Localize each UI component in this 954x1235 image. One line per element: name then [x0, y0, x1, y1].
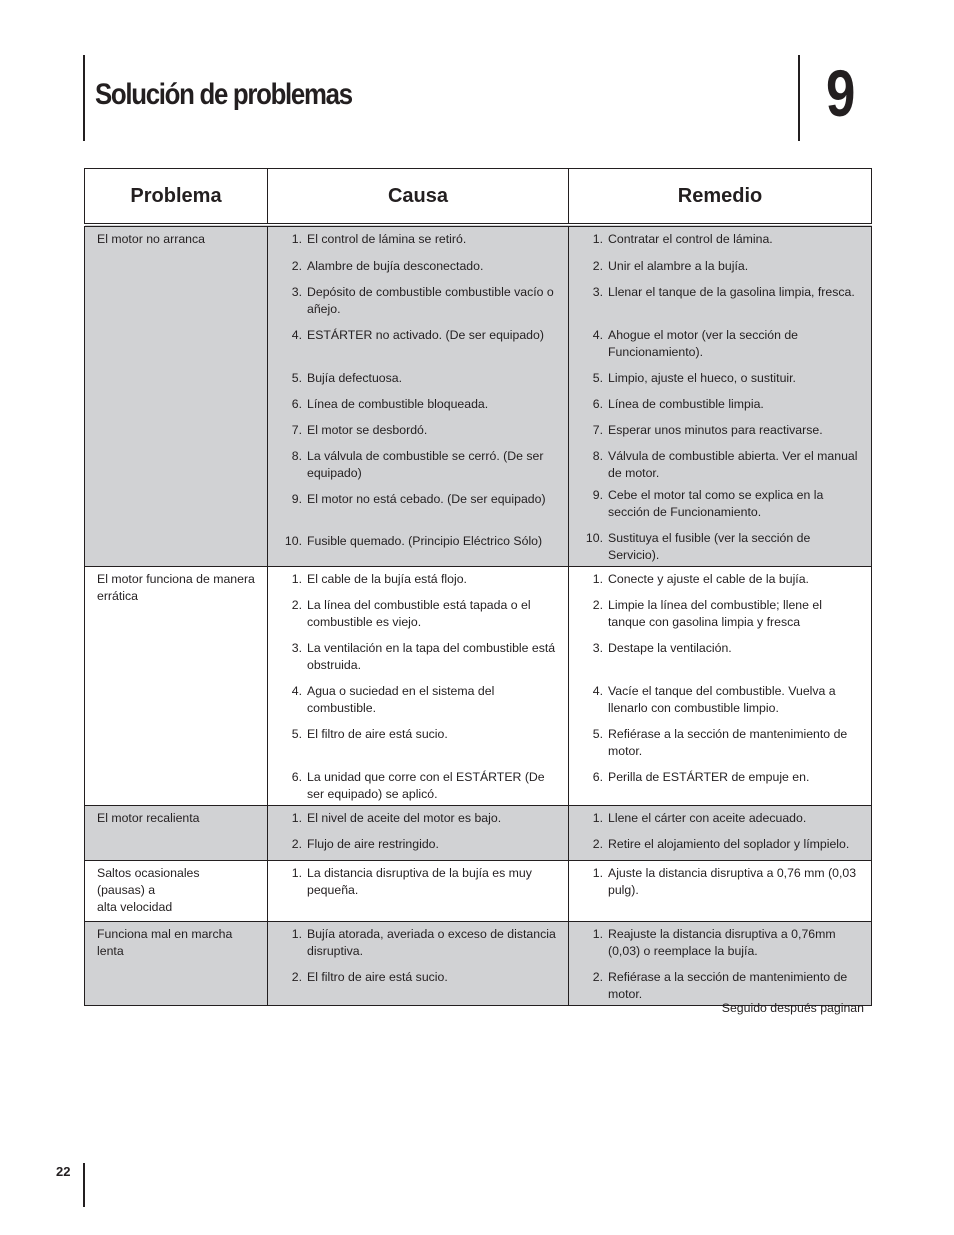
item-number: 8.: [291, 449, 302, 463]
list-item: [583, 640, 861, 683]
table-row: [85, 861, 872, 922]
list-item: [583, 926, 861, 969]
list-item: [282, 726, 558, 769]
item-number: 1.: [291, 572, 302, 586]
table-row: [85, 225, 872, 567]
item-text: Destape la ventilación.: [608, 641, 732, 655]
list-item: [583, 487, 861, 530]
item-text: La ventilación en la tapa del combustible está obstruida.: [307, 641, 556, 672]
list-item: [282, 533, 558, 559]
list-item: [583, 327, 861, 370]
table-row: [85, 567, 872, 806]
list-item: [282, 683, 558, 726]
problem-cell: [85, 225, 268, 567]
list-item: [282, 258, 558, 284]
footer-rule: [83, 1163, 85, 1207]
item-number: 2.: [291, 970, 302, 984]
item-text: El filtro de aire está sucio.: [307, 727, 448, 741]
list-item: [583, 422, 861, 448]
item-number: 1.: [592, 572, 603, 586]
item-number: 1.: [592, 866, 603, 880]
item-text: Cebe el motor tal como se explica en la sección de Funcionamiento.: [608, 488, 824, 519]
list-item: [282, 810, 558, 836]
table-row: [85, 922, 872, 1006]
item-number: 2.: [291, 259, 302, 273]
item-text: El filtro de aire está sucio.: [307, 970, 448, 984]
item-text: La distancia disruptiva de la bujía es muy pequeña.: [307, 866, 532, 897]
list-item: [282, 448, 558, 491]
list-item: [282, 926, 558, 969]
item-text: Esperar unos minutos para reactivarse.: [608, 423, 823, 437]
item-number: 8.: [592, 449, 603, 463]
item-text: Refiérase a la sección de mantenimiento de motor.: [608, 970, 848, 1001]
cause-cell: [268, 806, 569, 861]
list-item: [583, 597, 861, 640]
list-item: [583, 370, 861, 396]
item-number: 5.: [592, 371, 603, 385]
item-text: El nivel de aceite del motor es bajo.: [307, 811, 502, 825]
list-item: [583, 571, 861, 597]
continued-note: Seguido después paginan: [721, 1001, 864, 1015]
item-text: El motor no está cebado. (De ser equipado): [307, 492, 546, 506]
item-number: 4.: [592, 328, 603, 342]
item-number: 5.: [592, 727, 603, 741]
item-text: Bujía atorada, averiada o exceso de distancia disruptiva.: [307, 927, 556, 958]
item-text: Ajuste la distancia disruptiva a 0,76 mm (0,03 pulg).: [608, 866, 857, 897]
item-number: 9.: [592, 488, 603, 502]
problem-line: alta velocidad: [97, 900, 173, 914]
problem-text: El motor no arranca: [97, 232, 205, 246]
item-number: 6.: [291, 397, 302, 411]
item-number: 1.: [291, 811, 302, 825]
chapter-number: 9: [826, 56, 856, 130]
item-text: Línea de combustible bloqueada.: [307, 397, 489, 411]
list-item: [282, 231, 558, 258]
item-number: 1.: [592, 811, 603, 825]
list-item: [282, 571, 558, 597]
item-text: El cable de la bujía está flojo.: [307, 572, 467, 586]
list-item: [282, 370, 558, 396]
column-header-causa: Causa: [268, 169, 569, 226]
list-item: [583, 258, 861, 284]
item-number: 1.: [291, 866, 302, 880]
item-text: Reajuste la distancia disruptiva a 0,76mm (0,03) o reemplace la bujía.: [608, 927, 836, 958]
list-item: [583, 396, 861, 422]
item-number: 7.: [291, 423, 302, 437]
item-text: Retire el alojamiento del soplador y límpielo.: [608, 837, 850, 851]
item-text: Alambre de bujía desconectado.: [307, 259, 484, 273]
problem-cell: [85, 567, 268, 806]
item-text: Limpie la línea del combustible; llene el tanque con gasolina limpia y fresca: [608, 598, 822, 629]
cause-cell: [268, 861, 569, 922]
item-text: Conecte y ajuste el cable de la bujía.: [608, 572, 809, 586]
item-text: Sustituya el fusible (ver la sección de Servicio).: [608, 531, 811, 562]
item-number: 6.: [592, 770, 603, 784]
item-number: 6.: [291, 770, 302, 784]
left-header-rule: [83, 55, 85, 141]
column-header-remedio: Remedio: [569, 169, 872, 226]
list-item: [583, 284, 861, 327]
problem-line: Saltos ocasionales: [97, 866, 200, 880]
list-item: [583, 865, 861, 899]
item-text: La válvula de combustible se cerró. (De ser equipado): [307, 449, 544, 480]
item-text: Línea de combustible limpia.: [608, 397, 764, 411]
item-text: Válvula de combustible abierta. Ver el manual de motor.: [608, 449, 858, 480]
item-number: 2.: [592, 837, 603, 851]
item-text: Unir el alambre a la bujía.: [608, 259, 749, 273]
item-text: Depósito de combustible combustible vacío o añejo.: [307, 285, 554, 316]
table-row: [85, 806, 872, 861]
list-item: [282, 396, 558, 422]
list-item: [583, 810, 861, 836]
troubleshooting-table: [84, 168, 872, 1006]
column-header-problema: Problema: [85, 169, 268, 226]
item-number: 2.: [291, 837, 302, 851]
item-text: Llenar el tanque de la gasolina limpia, fresca.: [608, 285, 855, 299]
list-item: [583, 231, 861, 258]
item-text: Bujía defectuosa.: [307, 371, 403, 385]
list-item: [583, 530, 861, 564]
item-number: 5.: [291, 727, 302, 741]
list-item: [282, 597, 558, 640]
list-item: [282, 327, 558, 370]
item-text: Perilla de ESTÁRTER de empuje en.: [608, 770, 810, 784]
item-text: La línea del combustible está tapada o el combustible es viejo.: [307, 598, 531, 629]
item-number: 1.: [592, 927, 603, 941]
item-text: El motor se desbordó.: [307, 423, 428, 437]
list-item: [583, 726, 861, 769]
item-number: 10.: [284, 534, 302, 548]
item-number: 2.: [592, 259, 603, 273]
item-number: 9.: [291, 492, 302, 506]
table-header-row: [85, 169, 872, 226]
cause-cell: [268, 225, 569, 567]
cause-cell: [268, 922, 569, 1006]
item-text: Llene el cárter con aceite adecuado.: [608, 811, 807, 825]
list-item: [282, 865, 558, 899]
right-header-rule: [798, 55, 800, 141]
remedy-cell: [569, 225, 872, 567]
list-item: [583, 969, 861, 1003]
list-item: [282, 422, 558, 448]
item-number: 4.: [291, 328, 302, 342]
item-number: 7.: [592, 423, 603, 437]
list-item: [282, 836, 558, 858]
list-item: [282, 769, 558, 803]
remedy-cell: [569, 806, 872, 861]
item-number: 10.: [585, 531, 603, 545]
item-text: Fusible quemado. (Principio Eléctrico Sólo): [307, 534, 543, 548]
remedy-cell: [569, 861, 872, 922]
cause-cell: [268, 567, 569, 806]
item-number: 2.: [592, 598, 603, 612]
remedy-cell: [569, 567, 872, 806]
list-item: [583, 836, 861, 858]
remedy-cell: [569, 922, 872, 1006]
item-text: Contratar el control de lámina.: [608, 232, 773, 246]
page-number: 22: [56, 1164, 71, 1179]
problem-text: Funciona mal en marcha lenta: [97, 927, 233, 958]
item-number: 3.: [592, 641, 603, 655]
item-number: 3.: [291, 641, 302, 655]
item-number: 3.: [291, 285, 302, 299]
item-number: 2.: [592, 970, 603, 984]
list-item: [583, 769, 861, 786]
item-text: Flujo de aire restringido.: [307, 837, 439, 851]
problem-cell: [85, 922, 268, 1006]
item-text: ESTÁRTER no activado. (De ser equipado): [307, 328, 544, 342]
list-item: [282, 284, 558, 327]
item-number: 2.: [291, 598, 302, 612]
item-text: Ahogue el motor (ver la sección de Funcionamiento).: [608, 328, 799, 359]
list-item: [282, 640, 558, 683]
list-item: [282, 969, 558, 1003]
item-number: 1.: [592, 232, 603, 246]
problem-text: El motor recalienta: [97, 811, 200, 825]
item-number: 4.: [291, 684, 302, 698]
problem-cell: [85, 806, 268, 861]
problem-cell: [85, 861, 268, 922]
item-number: 4.: [592, 684, 603, 698]
problem-text: El motor funciona de manera errática: [97, 572, 255, 603]
item-text: Refiérase a la sección de mantenimiento de motor.: [608, 727, 848, 758]
item-number: 1.: [291, 927, 302, 941]
item-number: 6.: [592, 397, 603, 411]
page-title: Solución de problemas: [95, 78, 352, 111]
item-number: 3.: [592, 285, 603, 299]
item-text: Limpio, ajuste el hueco, o sustituir.: [608, 371, 796, 385]
list-item: [583, 683, 861, 726]
item-text: Agua o suciedad en el sistema del combustible.: [307, 684, 495, 715]
item-number: 5.: [291, 371, 302, 385]
item-text: El control de lámina se retiró.: [307, 232, 467, 246]
list-item: [282, 491, 558, 533]
problem-line: (pausas) a: [97, 883, 156, 897]
item-number: 1.: [291, 232, 302, 246]
item-text: Vacíe el tanque del combustible. Vuelva a llenarlo con combustible limpio.: [608, 684, 836, 715]
list-item: [583, 448, 861, 487]
item-text: La unidad que corre con el ESTÁRTER (De ser equipado) se aplicó.: [307, 770, 545, 801]
